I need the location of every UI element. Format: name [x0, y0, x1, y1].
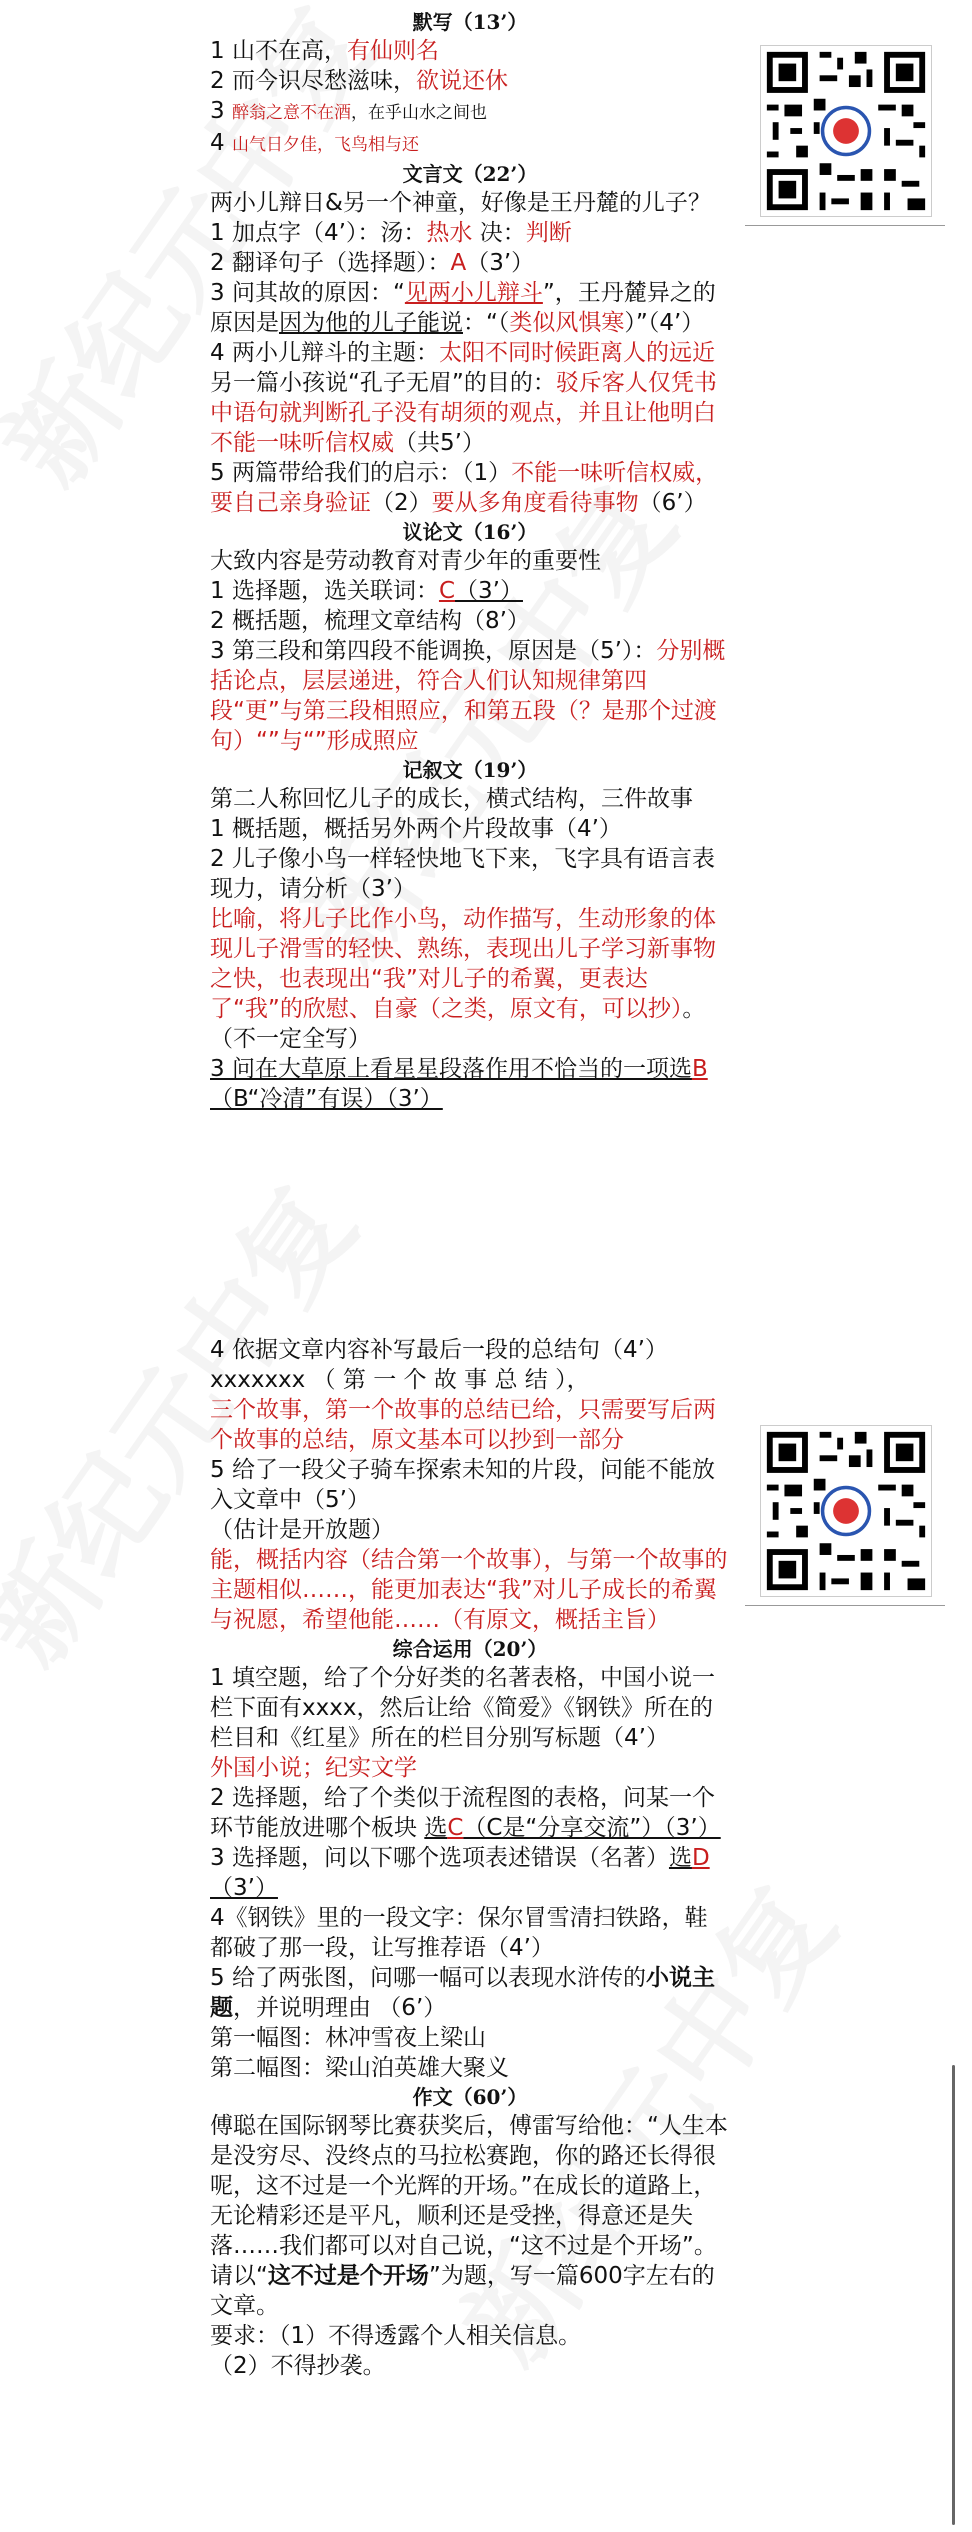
text-line	[210, 188, 730, 218]
question-text: 1 填空题，给了个分好类的名著表格，中国小说一栏下面有xxxx，然后让给《简爱》《钢铁》所在的栏目和《红星》所在的栏目分别写标题（4’）	[210, 1665, 715, 1751]
answer-text: 驳斥客人仅凭书中语句就判断孔子没有胡须的观点，并且让他明白不能一味听信权威	[210, 370, 717, 456]
text-line	[210, 904, 730, 1054]
text-line	[210, 784, 730, 814]
question-text: ”为题，写一篇600字左右的文章。	[210, 2263, 715, 2319]
text-line	[210, 606, 730, 636]
question-text: 1 选择题，选关联词：	[210, 578, 439, 604]
answer-text: 醉翁之意不在酒	[231, 103, 351, 123]
answer-text: 见两小儿辩斗	[404, 280, 543, 306]
answer-text: A	[450, 250, 467, 276]
text-line	[210, 96, 730, 128]
question-text: 3 问在大草原上看星星段落作用不恰当的一项选	[210, 1056, 692, 1082]
question-text: （3’）	[455, 578, 523, 604]
question-text: 选	[424, 1815, 448, 1841]
question-text: ”，王丹麓异之的原因是	[210, 280, 716, 336]
text-line	[210, 218, 730, 248]
question-text: 请以“	[210, 2263, 268, 2289]
question-text: 小说主题	[210, 1965, 715, 2021]
question-text: 议论文（16’）	[402, 520, 538, 544]
question-text: 第二幅图：梁山泊英雄大聚义	[210, 2055, 509, 2081]
answer-text: 判断	[525, 220, 572, 246]
section-heading	[210, 1635, 730, 1663]
question-text: 4	[210, 130, 232, 156]
question-text: 记叙文（19’）	[402, 758, 538, 782]
question-text: ：“（	[463, 310, 510, 336]
text-line	[210, 66, 730, 96]
question-text: 2 概括题，梳理文章结构（8’）	[210, 608, 530, 634]
question-text: 这不过是个开场	[267, 2263, 429, 2289]
answer-text: 要从多角度看待事物	[431, 490, 639, 516]
section-integrated	[210, 1635, 730, 2083]
question-text: 综合运用（20’）	[392, 1637, 548, 1661]
divider	[745, 1605, 945, 1606]
text-line	[210, 1335, 730, 1365]
question-text: 4 依据文章内容补写最后一段的总结句（4’）	[210, 1337, 668, 1363]
answer-text: D	[691, 1845, 710, 1871]
text-line	[210, 844, 730, 904]
answer-text: 欲说还休	[415, 68, 508, 94]
question-text: 1 概括题，概括另外两个片段故事（4’）	[210, 816, 622, 842]
question-text: 2 而今识尽愁滋味，	[210, 68, 416, 94]
question-text: 傅聪在国际钢琴比赛获奖后，傅雷写给他：“人生本是没穷尽、没终点的马拉松赛跑，你的路还长得很呢，这不过是一个光辉的开场。”在成长的道路上，无论精彩还是平凡，顺利还是受挫，得意还是失落……我们都可以对自己说，“这不过是个开场”。	[210, 2113, 728, 2259]
section-classical	[210, 160, 730, 518]
question-text: 因为他的儿子能说	[279, 310, 463, 336]
text-line	[210, 1545, 730, 1635]
answer-text: 太阳不同时候距离人的远近	[438, 340, 715, 366]
section-argument	[210, 518, 730, 756]
section-heading	[210, 8, 730, 36]
question-text: ，在乎山水之间也	[350, 103, 487, 123]
section-heading	[210, 160, 730, 188]
answer-text: 三个故事，第一个故事的总结已给，只需要写后两个故事的总结，原文基本可以抄到一部分	[210, 1397, 716, 1453]
scrollbar[interactable]	[952, 2065, 955, 2525]
text-line	[210, 1515, 730, 1545]
answer-text: C	[447, 1815, 464, 1841]
answer-text: 类似风惧寒	[509, 310, 625, 336]
qr-code-icon	[760, 1425, 932, 1597]
question-text: 3 选择题，问以下哪个选项表述错误（名著）	[210, 1845, 669, 1871]
section-narrative	[210, 756, 730, 1114]
question-text: 默写（13’）	[412, 10, 528, 34]
text-line	[210, 1455, 730, 1515]
answer-text: 山气日夕佳，飞鸟相与还	[231, 135, 419, 155]
question-text: 4《钢铁》里的一段文字：保尔冒雪清扫铁路，鞋都破了那一段，让写推荐语（4’）	[210, 1905, 708, 1961]
section-composition	[210, 2083, 730, 2381]
question-text: 要求：（1）不得透露个人相关信息。	[210, 2323, 582, 2349]
text-line	[210, 636, 730, 756]
question-text: （2）	[371, 490, 432, 516]
question-text: 3	[210, 98, 232, 124]
text-line	[210, 1395, 730, 1455]
text-column-top	[210, 8, 730, 1114]
section-heading	[210, 518, 730, 546]
text-line	[210, 2111, 730, 2261]
question-text: （B“冷清”有误）（3’）	[210, 1086, 443, 1112]
question-text: （6’）	[638, 490, 707, 516]
question-text: ，并说明理由 （6’）	[233, 1995, 447, 2021]
answer-text: 不能一味听信权威，要自己亲身验证	[210, 460, 719, 516]
question-text: 作文（60’）	[412, 2085, 528, 2109]
text-line	[210, 128, 730, 160]
text-line	[210, 1753, 730, 1783]
text-line	[210, 36, 730, 66]
text-line	[210, 1054, 730, 1114]
text-line	[210, 1963, 730, 2023]
text-line	[210, 2351, 730, 2381]
answer-text: 比喻，将儿子比作小鸟，动作描写，生动形象的体现儿子滑雪的轻快、熟练，表现出儿子学习新事物之快，也表现出“我”对儿子的希翼，更表达了“我”的欣慰、自豪（之类，原文有，可以抄）	[210, 906, 716, 1022]
question-text: 1 山不在高，	[210, 38, 347, 64]
question-text: 3 问其故的原因：“	[210, 280, 405, 306]
text-line	[210, 338, 730, 368]
text-line	[210, 2053, 730, 2083]
question-text: 决：	[472, 220, 526, 246]
question-text: ）”（4’）	[624, 310, 705, 336]
text-line	[210, 546, 730, 576]
question-text: 文言文（22’）	[402, 162, 538, 186]
text-line	[210, 458, 730, 518]
question-text: 5 两篇带给我们的启示：（1）	[210, 460, 512, 486]
section-dictation	[210, 8, 730, 160]
answer-text: 有仙则名	[346, 38, 439, 64]
question-text: （3’）	[466, 250, 535, 276]
question-text: 5 给了一段父子骑车探索未知的片段，问能不能放入文章中（5’）	[210, 1457, 715, 1513]
question-text: 2 儿子像小鸟一样轻快地飞下来，飞字具有语言表现力，请分析（3’）	[210, 846, 715, 902]
text-column-bottom	[210, 1335, 730, 2381]
question-text: 1 加点字（4’）：汤：	[210, 220, 427, 246]
answer-text: C	[438, 578, 456, 604]
text-line	[210, 814, 730, 844]
question-text: 2 翻译句子（选择题）：	[210, 250, 451, 276]
answer-text: 能，概括内容（结合第一个故事），与第一个故事的主题相似……，能更加表达“我”对儿子成长的希翼与祝愿，希望他能……（有原文，概括主旨）	[210, 1547, 728, 1633]
question-text: （3’）	[210, 1875, 278, 1901]
question-text: 。（不一定全写）	[210, 996, 706, 1052]
question-text: 选	[668, 1845, 692, 1871]
text-line	[210, 2023, 730, 2053]
text-line	[210, 1663, 730, 1753]
section-heading	[210, 756, 730, 784]
question-text: 第二人称回忆儿子的成长，横式结构，三件故事	[210, 786, 693, 812]
text-line	[210, 1903, 730, 1963]
answer-text: 热水	[426, 220, 473, 246]
answer-text: B	[691, 1056, 708, 1082]
text-line	[210, 368, 730, 458]
question-text: （2）不得抄袭。	[210, 2353, 386, 2379]
text-line	[210, 1843, 730, 1903]
section-narrative-continued	[210, 1335, 730, 1635]
question-text: 两小儿辩日&另一个神童，好像是王丹麓的儿子？	[210, 190, 711, 216]
text-line	[210, 1365, 730, 1395]
question-text: 4 两小儿辩斗的主题：	[210, 340, 439, 366]
text-line	[210, 278, 730, 338]
text-line	[210, 576, 730, 606]
question-text: 3 第三段和第四段不能调换，原因是（5’）：	[210, 638, 657, 664]
question-text: （C是“分享交流”）（3’）	[463, 1815, 721, 1841]
question-text: （共5’）	[394, 430, 485, 456]
answer-text: 分别概括论点，层层递进，符合人们认知规律第四段“更”与第三段相照应，和第五段（？是那个过渡句）“”与“”形成照应	[210, 638, 726, 754]
question-text: 大致内容是劳动教育对青少年的重要性	[210, 548, 601, 574]
divider	[745, 225, 945, 226]
question-text: 5 给了两张图，问哪一幅可以表现水浒传的	[210, 1965, 646, 1991]
question-text: xxxxxxx （ 第 一 个 故 事 总 结 ），	[210, 1367, 590, 1393]
answer-text: 外国小说；纪实文学	[210, 1755, 417, 1781]
question-text: 2 选择题，给了个类似于流程图的表格，问某一个环节能放进哪个板块	[210, 1785, 715, 1841]
question-text: 另一篇小孩说“孔子无眉”的目的：	[210, 370, 556, 396]
text-line	[210, 2261, 730, 2321]
question-text: 第一幅图：林冲雪夜上梁山	[210, 2025, 486, 2051]
section-heading	[210, 2083, 730, 2111]
qr-code-icon	[760, 45, 932, 217]
text-line	[210, 248, 730, 278]
text-line	[210, 2321, 730, 2351]
question-text: （估计是开放题）	[210, 1517, 394, 1543]
text-line	[210, 1783, 730, 1843]
